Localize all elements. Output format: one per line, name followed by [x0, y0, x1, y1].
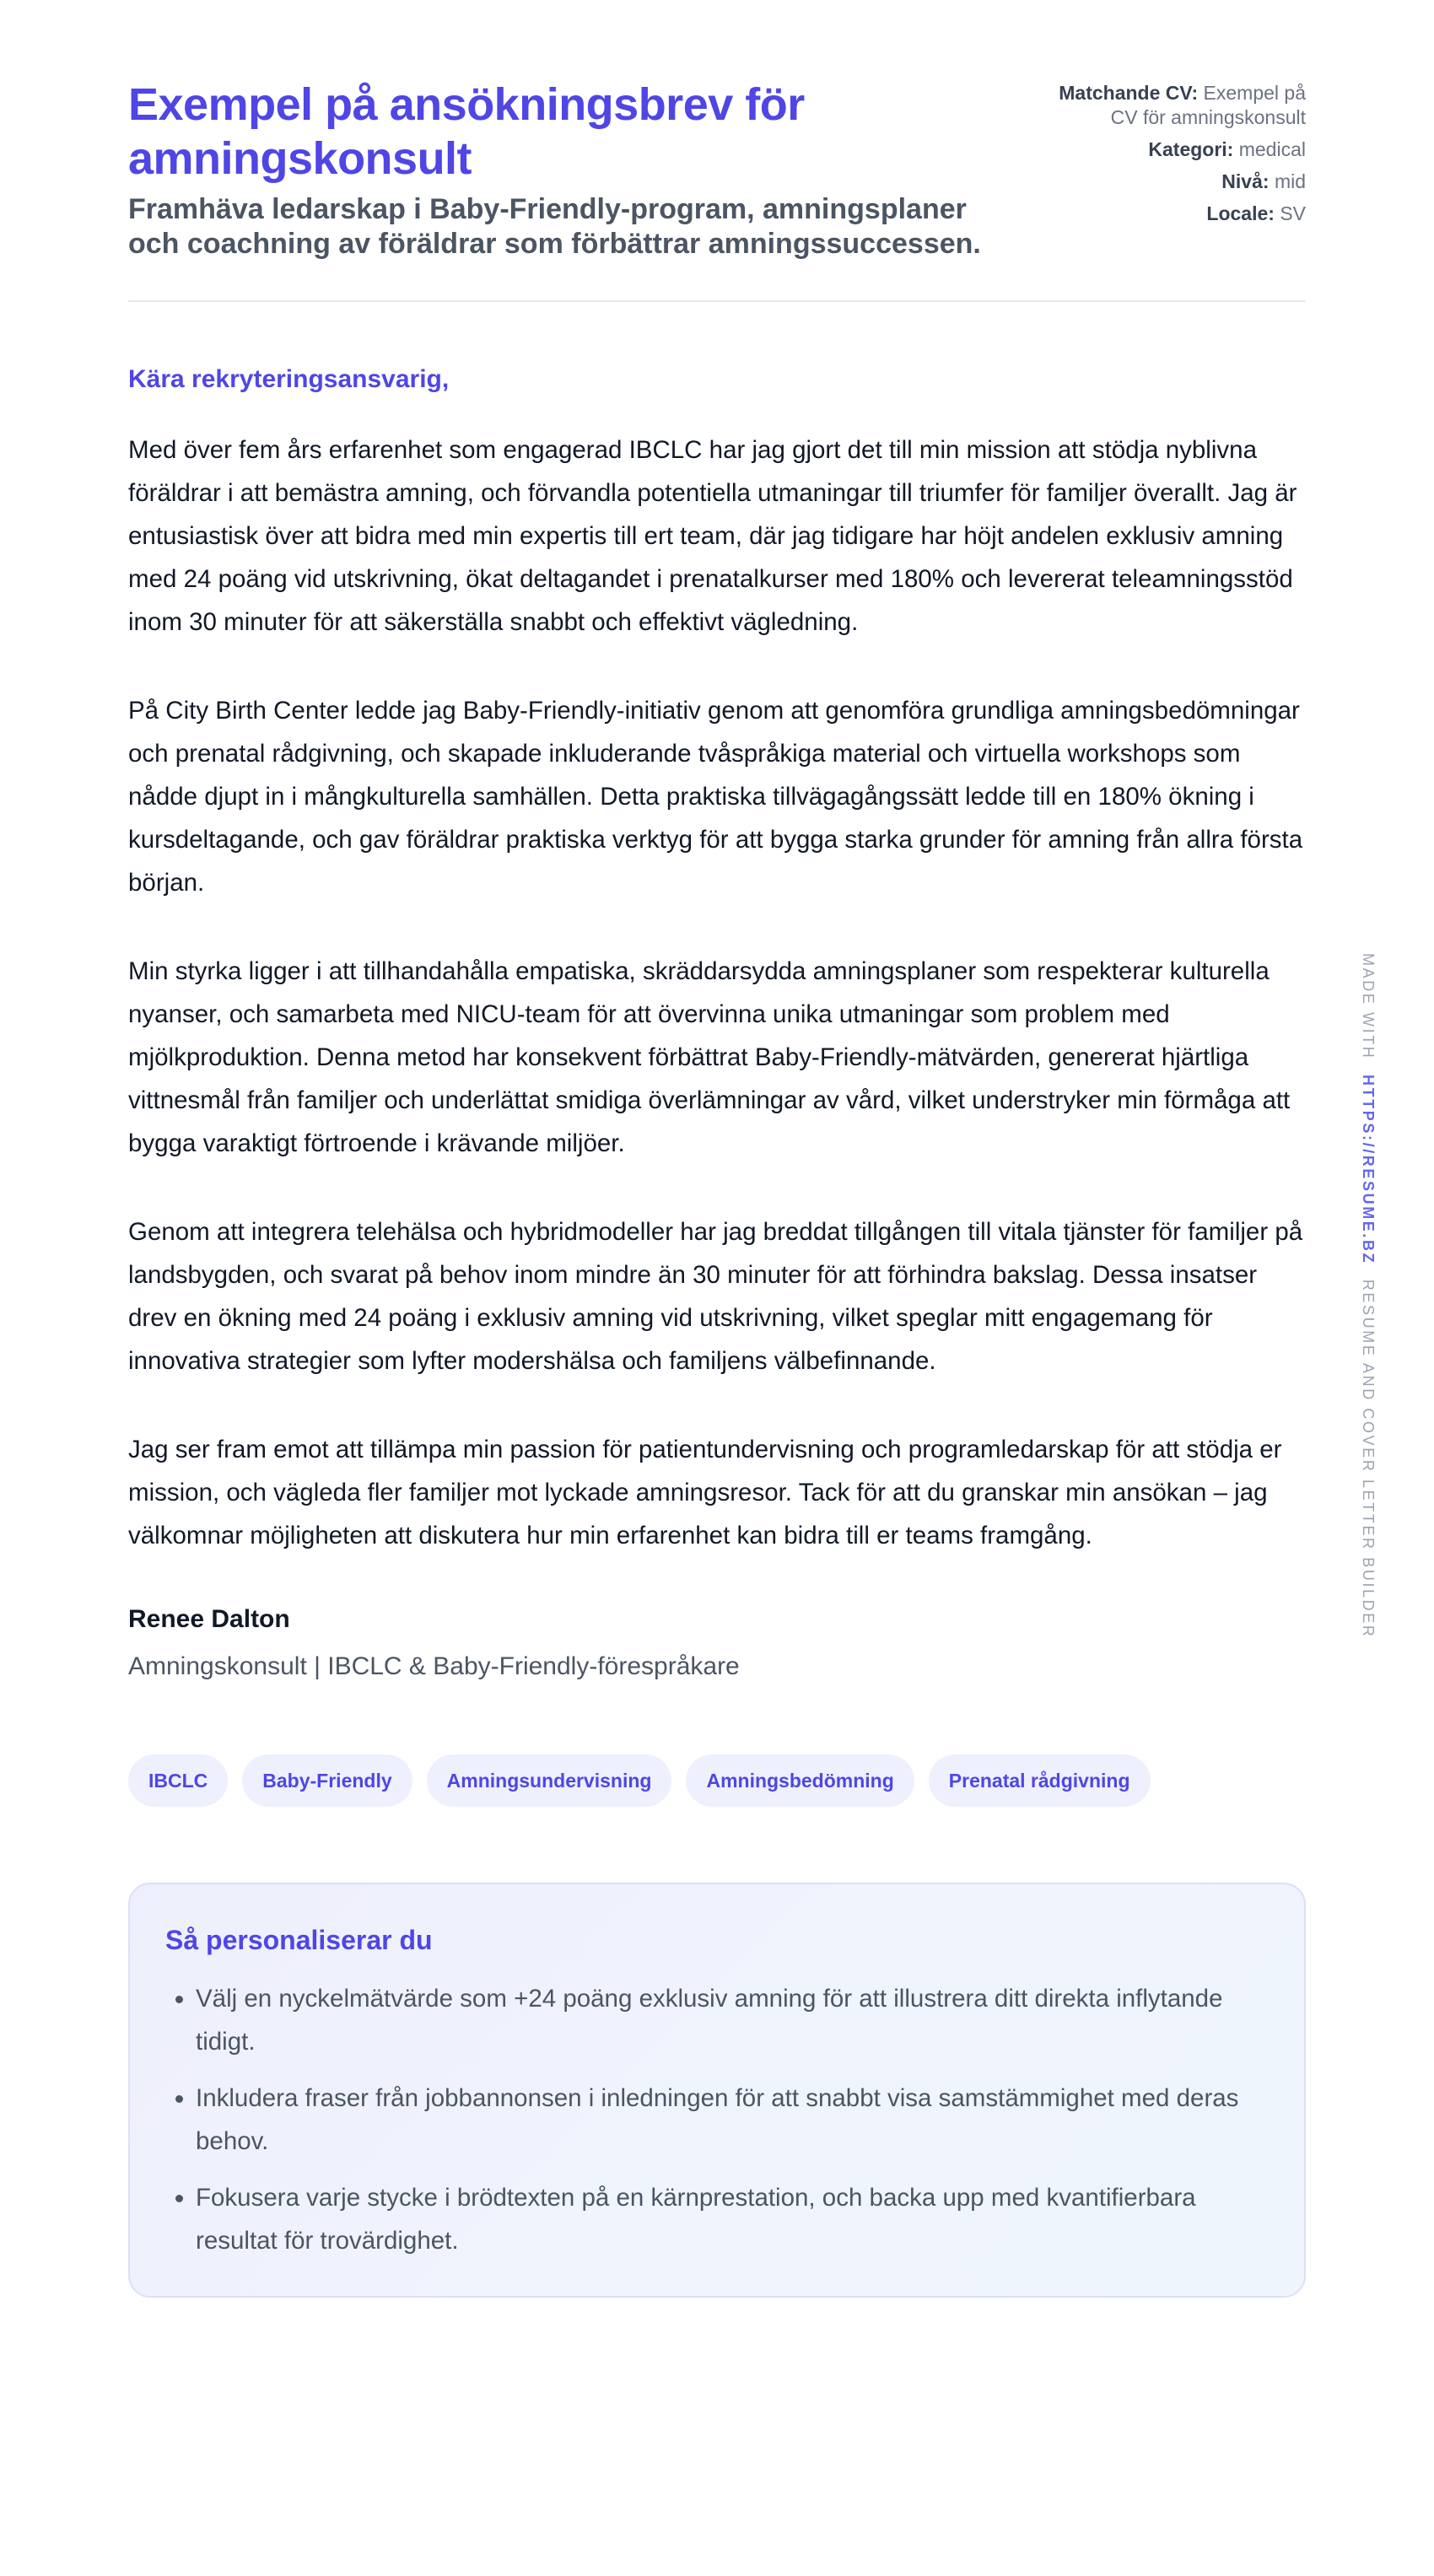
tips-list — [165, 1977, 1269, 2262]
signature-block — [128, 1603, 1306, 1684]
letter-paragraph: På City Birth Center ledde jag Baby-Friendly-initiativ genom att genomföra grundliga amningsbedömningar och prenatal rådgivning, och skapade inkluderande tvåspråkiga material och virtuella workshops som nådde djupt in i mångkulturella samhällen. Detta praktiska tillvägagångssätt ledde till en 180% ökning i kursdeltagande, och gav föräldrar praktiska verktyg för att bygga starka grunder för amning från allra första början. — [128, 697, 1303, 897]
meta-level — [1036, 170, 1306, 194]
personalization-tips — [128, 1883, 1306, 2298]
letter-paragraph: Jag ser fram emot att tillämpa min passion för patientundervisning och programledarskap för att stödja er mission, och vägleda fler familjer mot lyckade amningsresor. Tack för att du granskar min ansökan – jag välkomnar möjligheten att diskutera hur min erfarenhet kan bidra till er teams framgång. — [128, 1436, 1282, 1549]
meta-locale-label: Locale: — [1206, 202, 1275, 224]
tip-item: • Välj en nyckelmätvärde som +24 poäng exklusiv amning för att illustrera ditt direkta inflytande tidigt. — [196, 1977, 1269, 2063]
letter-paragraph: Min styrka ligger i att tillhandahålla empatiska, skräddarsydda amningsplaner som respekterar kulturella nyanser, och samarbeta med NICU-team för att övervinna unika utmaningar som problem med mjölkproduktion. Denna metod har konsekvent förbättrat Baby-Friendly-mätvärden, genererat hjärtliga vittnesmål från familjer och underlättat smidiga överlämningar av vård, vilket understryker min förmåga att bygga varaktigt förtroende i krävande miljöer. — [128, 957, 1291, 1157]
meta-cv-label: Matchande CV: — [1059, 82, 1199, 104]
side-credit-prefix: MADE WITH — [1360, 953, 1377, 1060]
tip-item: • Fokusera varje stycke i brödtexten på en kärnprestation, och backa upp med kvantifierbara resultat för trovärdighet. — [196, 2176, 1269, 2262]
letter-header — [128, 78, 1306, 302]
meta-cv-value[interactable]: Exempel på CV för amningskonsult — [1110, 82, 1306, 128]
tag-chip[interactable]: Amningsundervisning — [427, 1754, 672, 1807]
tag-chip[interactable]: Amningsbedömning — [686, 1754, 914, 1807]
meta-level-label: Nivå: — [1221, 170, 1270, 192]
cover-letter-page — [128, 78, 1306, 2298]
salutation: Kära rekryteringsansvarig, — [128, 365, 450, 393]
signature-name: Renee Dalton — [128, 1605, 290, 1633]
meta-panel — [1036, 78, 1306, 234]
meta-level-value: mid — [1274, 170, 1306, 192]
meta-matching-cv — [1036, 81, 1306, 130]
tip-item: • Inkludera fraser från jobbannonsen i inledningen för att snabbt visa samstämmighet med deras behov. — [196, 2077, 1269, 2163]
page-title: Exempel på ansökningsbrev för amningskonsult — [128, 79, 805, 184]
tag-list — [128, 1754, 1306, 1807]
tips-title: Så personaliserar du — [165, 1925, 433, 1955]
meta-locale-value: SV — [1280, 202, 1306, 224]
letter-paragraph: Genom att integrera telehälsa och hybridmodeller har jag breddat tillgången till vitala tjänster för familjer på landsbygden, och svarat på behov inom mindre än 30 minuter för att förhindra bakslag. Dessa insatser drev en ökning med 24 poäng i exklusiv amning vid utskrivning, vilket speglar mitt engagemang för innovativa strategier som lyfter modershälsa och familjens välbefinnande. — [128, 1218, 1303, 1375]
side-credit-link[interactable]: HTTPS://RESUME.BZ — [1360, 1075, 1377, 1265]
side-credit — [1359, 953, 1377, 1638]
meta-category-value: medical — [1238, 138, 1306, 160]
tag-chip[interactable]: IBCLC — [128, 1754, 228, 1807]
tag-chip[interactable]: Baby-Friendly — [242, 1754, 412, 1807]
letter-body — [128, 428, 1306, 1557]
header-titles — [128, 78, 1005, 261]
meta-category-label: Kategori: — [1148, 138, 1234, 160]
letter-paragraph: Med över fem års erfarenhet som engagerad IBCLC har jag gjort det till min mission att stödja nyblivna föräldrar i att bemästra amning, och förvandla potentiella utmaningar till triumfer för familjer överallt. Jag är entusiastisk över att bidra med min expertis till ert team, där jag tidigare har höjt andelen exklusiv amning med 24 poäng vid utskrivning, ökat deltagandet i prenatalkurser med 180% och levererat teleamningsstöd inom 30 minuter för att säkerställa snabbt och effektivt vägledning. — [128, 436, 1297, 636]
meta-locale — [1036, 202, 1306, 226]
side-credit-suffix: RESUME AND COVER LETTER BUILDER — [1360, 1279, 1377, 1639]
page-subtitle: Framhäva ledarskap i Baby-Friendly-program, amningsplaner och coachning av föräldrar som förbättrar amningssuccessen. — [128, 193, 981, 260]
signature-role: Amningskonsult | IBCLC & Baby-Friendly-förespråkare — [128, 1652, 740, 1680]
meta-category — [1036, 137, 1306, 162]
tag-chip[interactable]: Prenatal rådgivning — [929, 1754, 1151, 1807]
